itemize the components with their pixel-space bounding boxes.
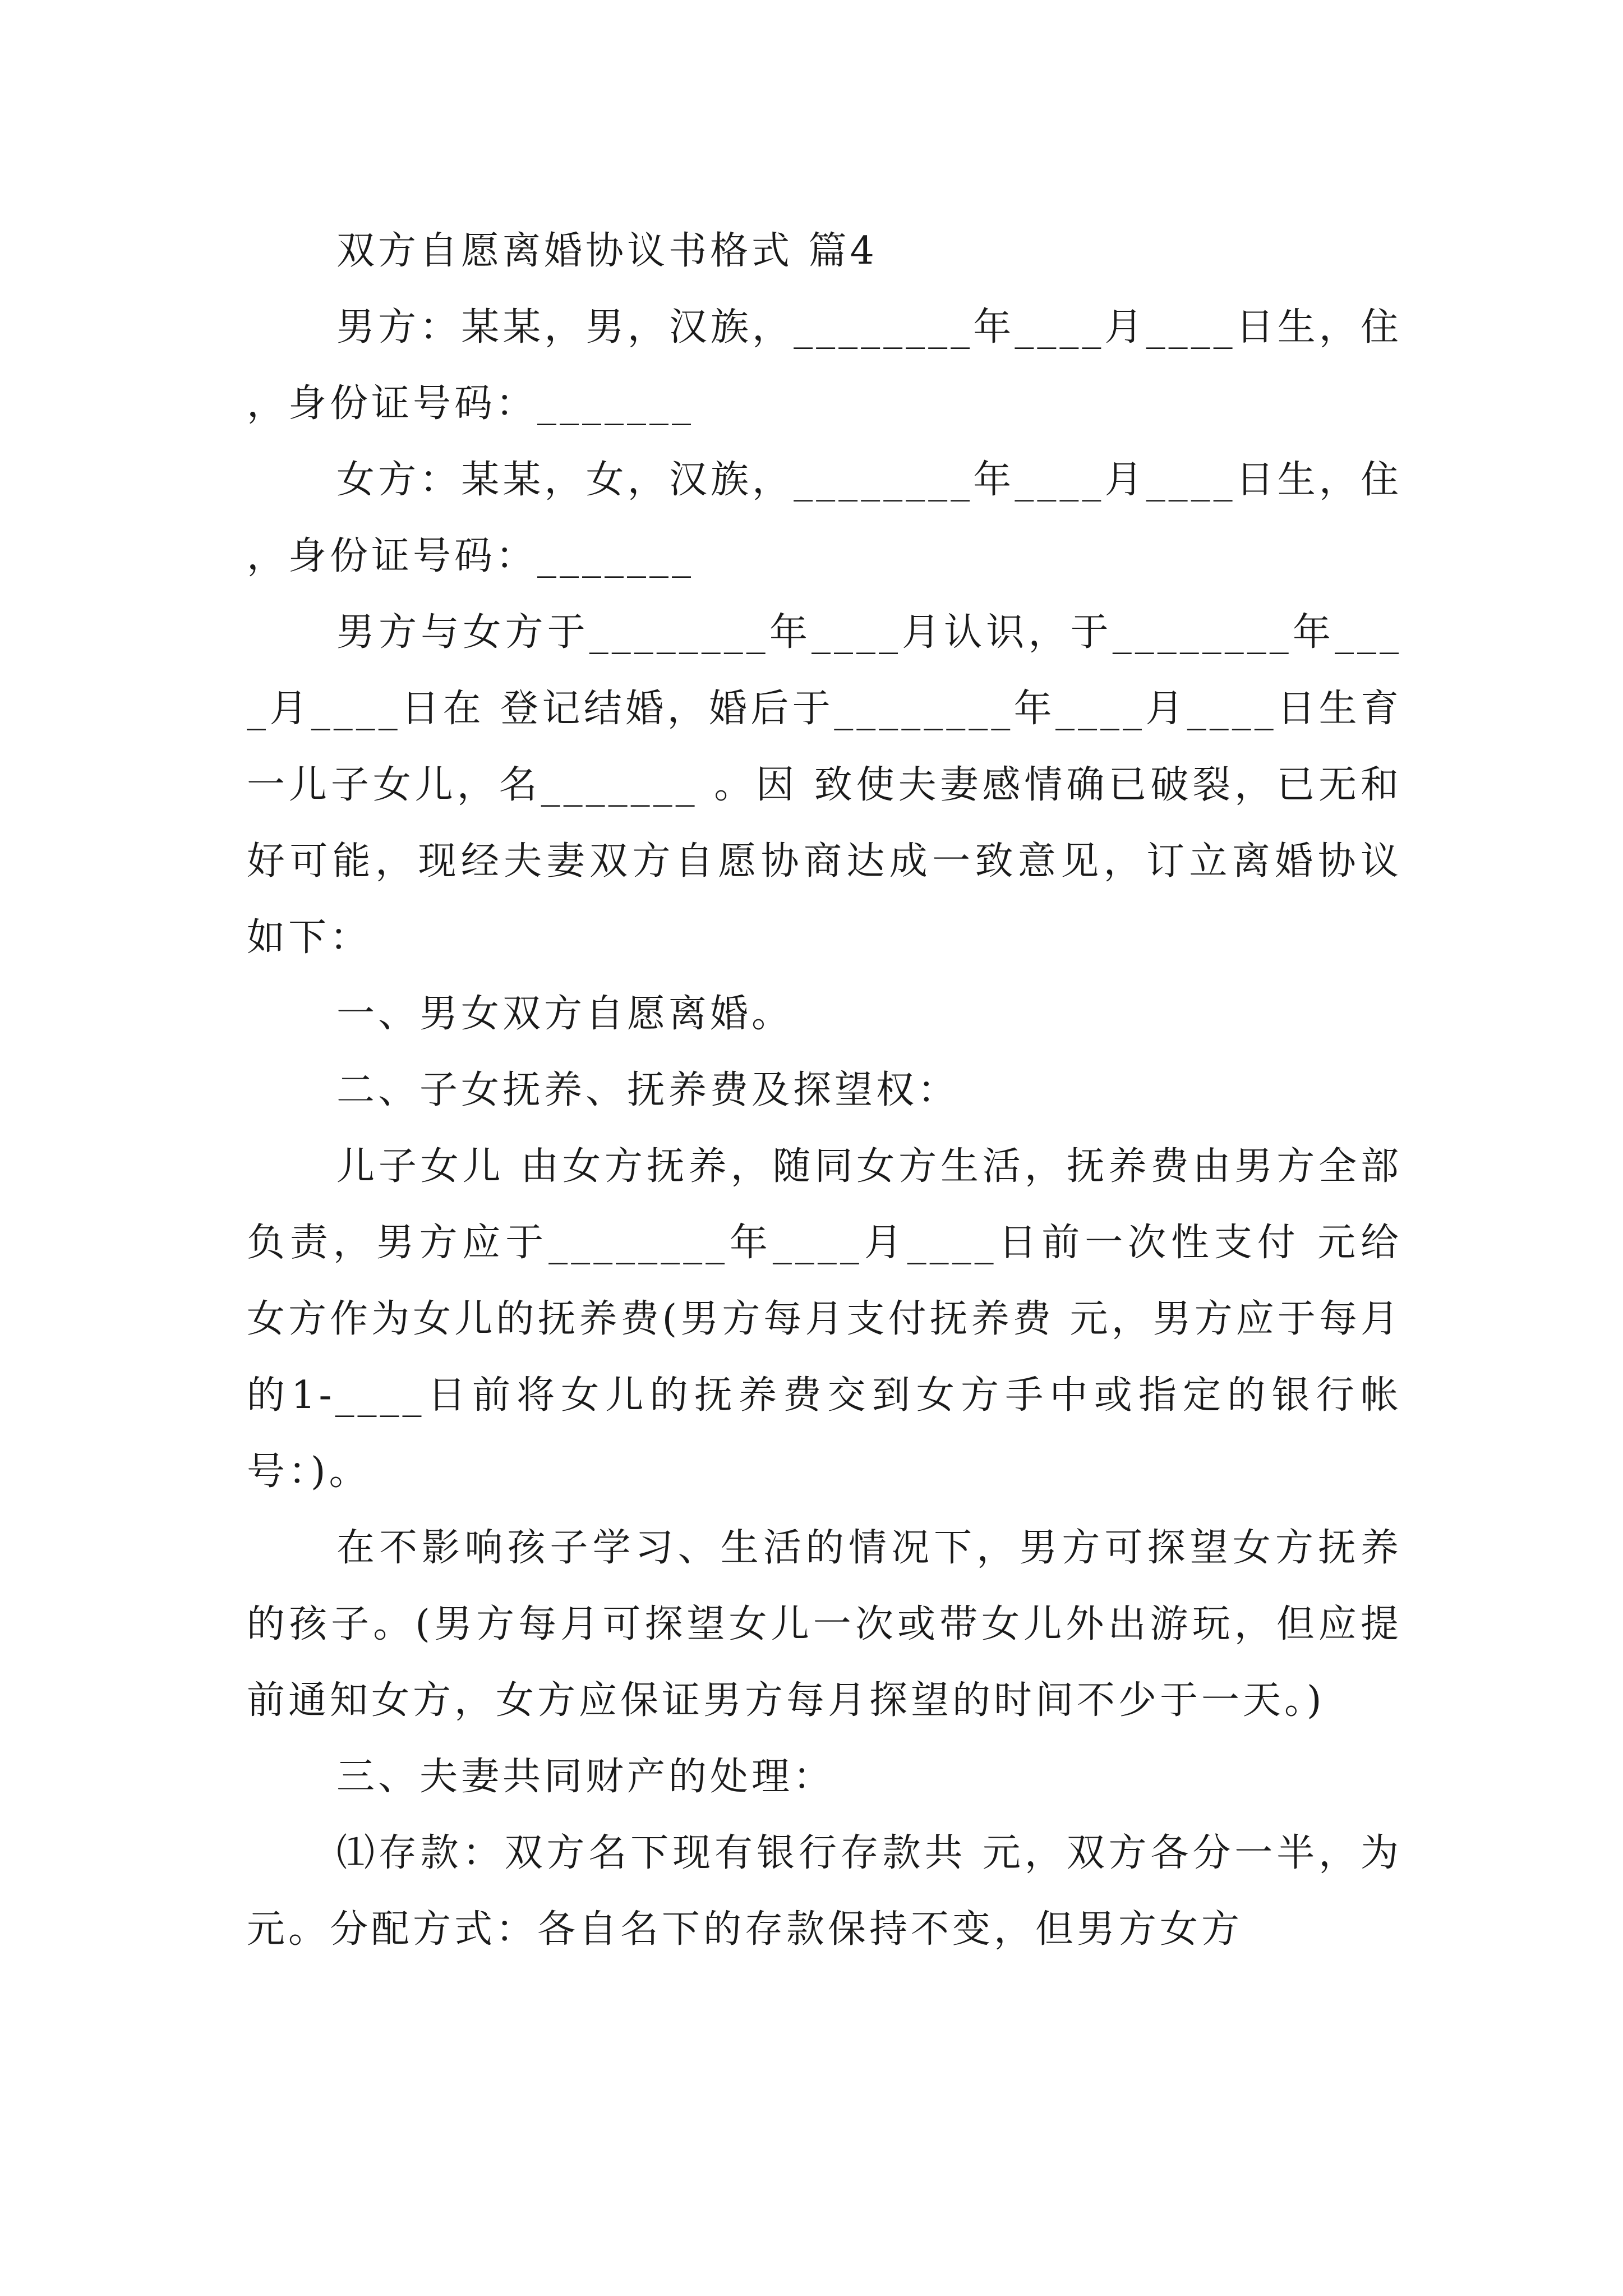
document-title: 双方自愿离婚协议书格式 篇4	[336, 229, 878, 273]
paragraph-female-party: 女方：某某，女，汉族，________年____月____日生，住 ，身份证号码：_______	[247, 458, 1402, 578]
paragraph-visitation: 在不影响孩子学习、生活的情况下，男方可探望女方抚养的孩子。(男方每月可探望女儿一次或带女儿外出游玩，但应提前通知女方，女方应保证男方每月探望的时间不少于一天。)	[247, 1526, 1402, 1723]
paragraph-marriage-history: 男方与女方于________年____月认识，于________年____月____日在 登记结婚，婚后于________年____月____日生育一儿子女儿，名_______ 。因 致使夫妻感情确已破裂，已无和好可能，现经夫妻双方自愿协商达成一致意见，订立离婚协议如下：	[247, 610, 1402, 960]
paragraph-clause-2-heading: 二、子女抚养、抚养费及探望权：	[336, 1068, 960, 1112]
paragraph-savings: ⑴存款：双方名下现有银行存款共 元，双方各分一半，为 元。分配方式：各自名下的存款保持不变，但男方女方	[247, 1831, 1402, 1952]
paragraph-male-party: 男方：某某，男，汉族，________年____月____日生，住 ，身份证号码：_______	[247, 305, 1402, 426]
document-body	[247, 213, 1402, 1968]
paragraph-clause-3-heading: 三、夫妻共同财产的处理：	[336, 1755, 835, 1799]
paragraph-clause-1: 一、男女双方自愿离婚。	[336, 992, 794, 1036]
paragraph-child-support: 儿子女儿 由女方抚养，随同女方生活，抚养费由男方全部负责，男方应于________年____月____日前一次性支付 元给女方作为女儿的抚养费(男方每月支付抚养费 元，男方应于每月的1-____日前将女儿的抚养费交到女方手中或指定的银行帐号：)。	[247, 1144, 1402, 1494]
